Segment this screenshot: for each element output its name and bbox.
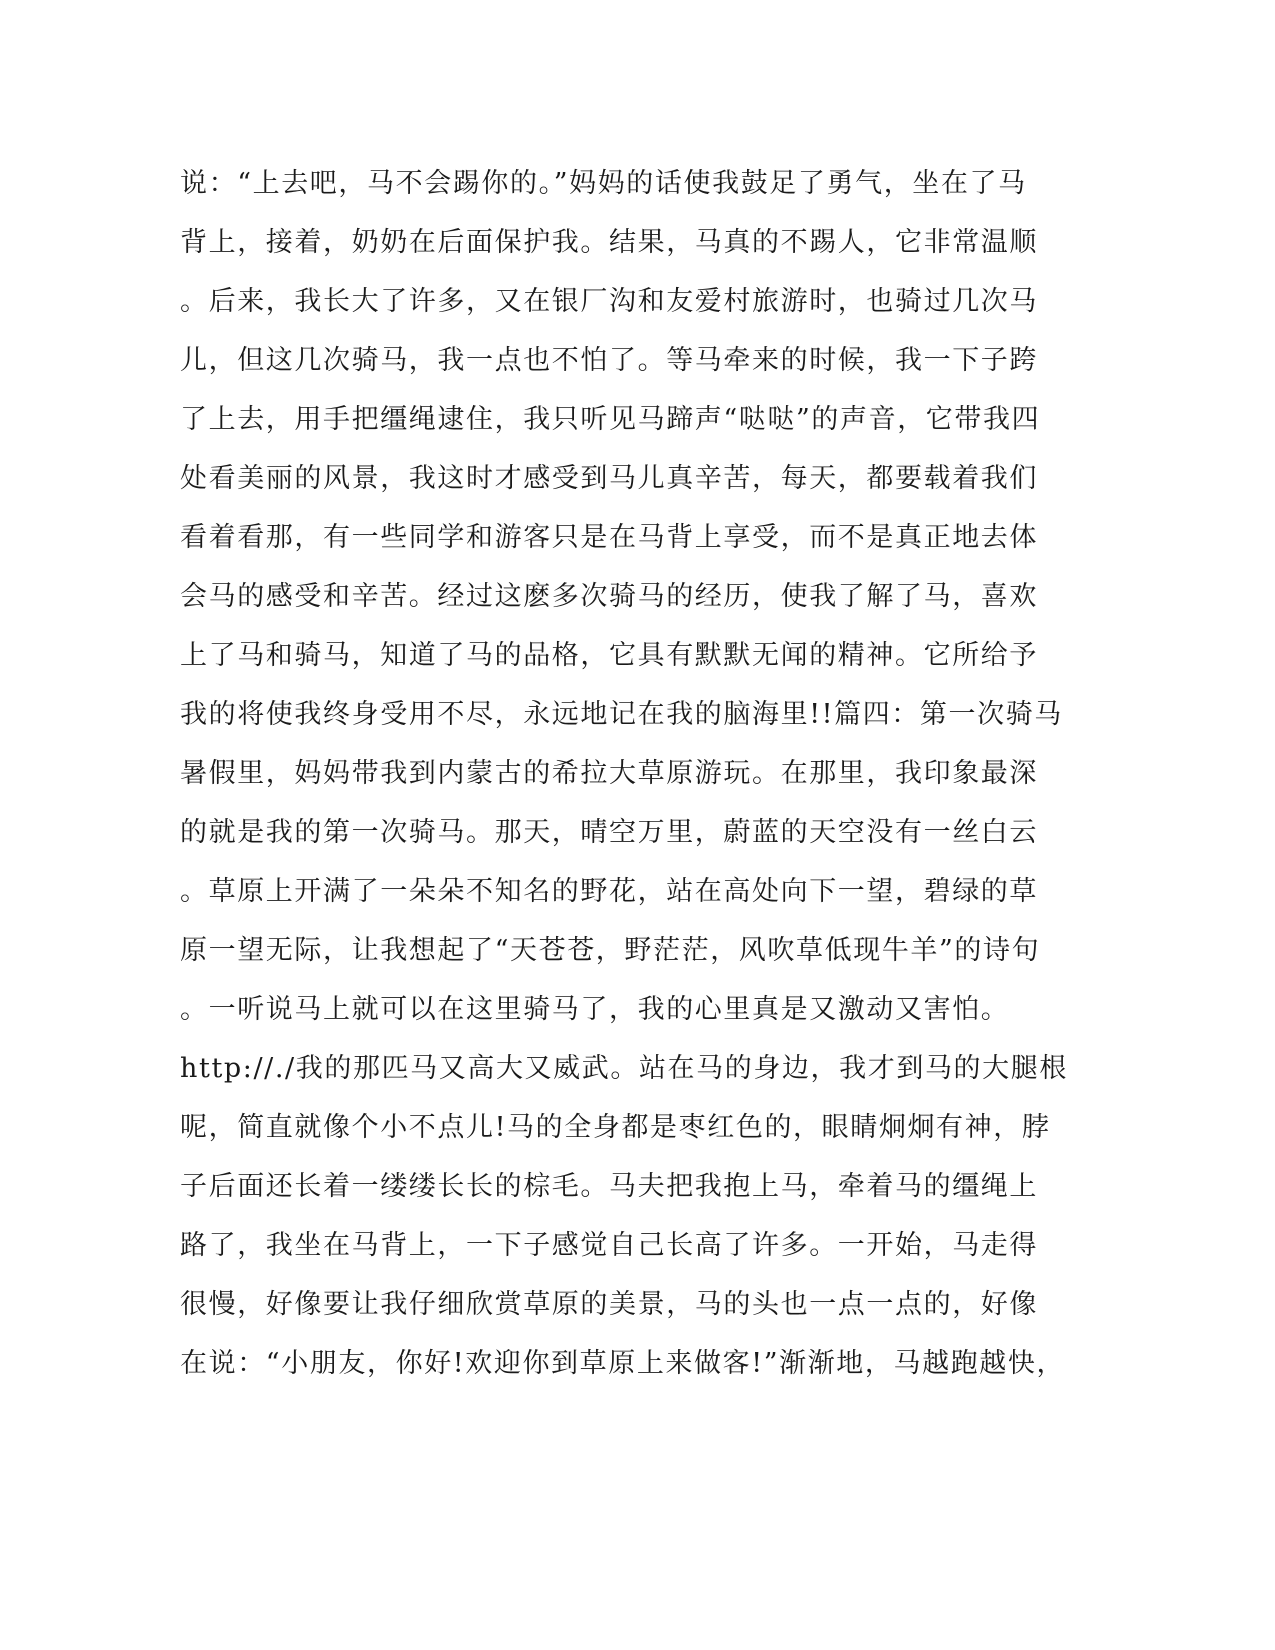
text-line: 我的将使我终身受用不尽，永远地记在我的脑海里!!篇四：第一次骑马	[180, 699, 1063, 730]
text-line: 儿，但这几次骑马，我一点也不怕了。等马牵来的时候，我一下子跨	[180, 345, 1038, 376]
text-line: 原一望无际，让我想起了“天苍苍，野茫茫，风吹草低现牛羊”的诗句	[180, 935, 1041, 966]
text-line: 呢，简直就像个小不点儿!马的全身都是枣红色的，眼睛炯炯有神，脖	[180, 1112, 1051, 1143]
text-line: 处看美丽的风景，我这时才感受到马儿真辛苦，每天，都要载着我们	[180, 463, 1038, 494]
text-line: 暑假里，妈妈带我到内蒙古的希拉大草原游玩。在那里，我印象最深	[180, 758, 1038, 789]
text-line: http://./我的那匹马又高大又威武。站在马的身边，我才到马的大腿根	[180, 1053, 1068, 1084]
text-line: 子后面还长着一缕缕长长的棕毛。马夫把我抱上马，牵着马的缰绳上	[180, 1171, 1038, 1202]
text-line: 的就是我的第一次骑马。那天，晴空万里，蔚蓝的天空没有一丝白云	[180, 817, 1038, 848]
text-line: 了上去，用手把缰绳逮住，我只听见马蹄声“哒哒”的声音，它带我四	[180, 404, 1041, 435]
text-line: 背上，接着，奶奶在后面保护我。结果，马真的不踢人，它非常温顺	[180, 227, 1038, 258]
text-line: 。草原上开满了一朵朵不知名的野花，站在高处向下一望，碧绿的草	[180, 876, 1038, 907]
text-line: 很慢，好像要让我仔细欣赏草原的美景，马的头也一点一点的，好像	[180, 1289, 1038, 1320]
text-line: 上了马和骑马，知道了马的品格，它具有默默无闻的精神。它所给予	[180, 640, 1038, 671]
text-line: 。后来，我长大了许多，又在银厂沟和友爱村旅游时，也骑过几次马	[180, 286, 1038, 317]
text-line: 会马的感受和辛苦。经过这麽多次骑马的经历，使我了解了马，喜欢	[180, 581, 1038, 612]
body-text	[180, 154, 1068, 1393]
text-line: 路了，我坐在马背上，一下子感觉自己长高了许多。一开始，马走得	[180, 1230, 1038, 1261]
text-line: 在说：“小朋友，你好!欢迎你到草原上来做客!”渐渐地，马越跑越快，	[180, 1348, 1066, 1379]
text-line: 。一听说马上就可以在这里骑马了，我的心里真是又激动又害怕。	[180, 994, 1010, 1025]
text-line: 看着看那，有一些同学和游客只是在马背上享受，而不是真正地去体	[180, 522, 1038, 553]
text-line: 说：“上去吧，马不会踢你的。”妈妈的话使我鼓足了勇气，坐在了马	[180, 168, 1027, 199]
